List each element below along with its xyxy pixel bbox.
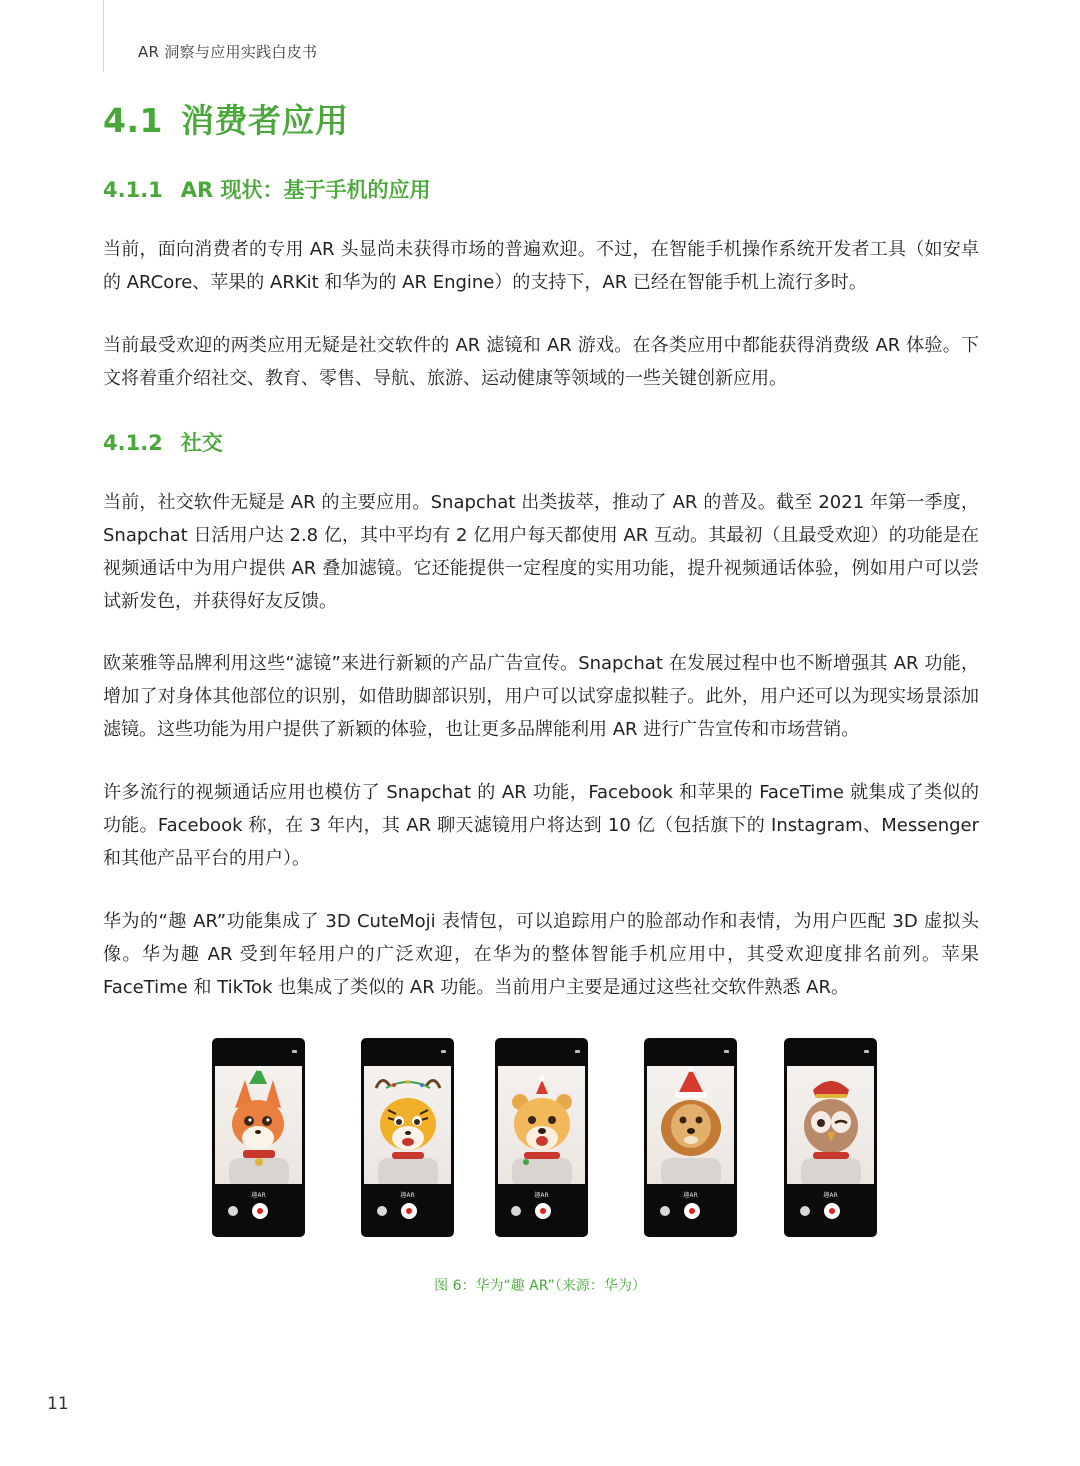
figure-phone-screenshots [0,1038,1080,1238]
record-button-icon [252,1203,268,1219]
lion-avatar-icon [647,1066,734,1184]
phone-screenshot [212,1038,305,1237]
running-header: AR 洞察与应用实践白皮书 [138,43,318,61]
fox-avatar-icon [215,1066,302,1184]
mode-label: 趣AR [534,1192,549,1199]
status-icon [575,1050,580,1053]
status-icon [724,1050,729,1053]
paragraph: 欧莱雅等品牌利用这些“滤镜”来进行新颖的产品广告宣传。Snapchat 在发展过程中也不断增强其 AR 功能，增加了对身体其他部位的识别，如借助脚部识别，用户可以试穿虚拟鞋子。此外，用户还可以为现实场景添加滤镜。这些功能为用户提供了新颖的体验，也让更多品牌能利用 AR 进行广告宣传和市场营销。 [103,653,979,740]
record-button-icon [684,1203,700,1219]
mode-label: 趣AR [251,1192,266,1199]
gallery-thumbnail-icon [377,1206,387,1216]
section-title: 消费者应用 [180,101,349,140]
avatar-preview [215,1066,302,1184]
gallery-thumbnail-icon [228,1206,238,1216]
avatar-preview [498,1066,585,1184]
gallery-thumbnail-icon [660,1206,670,1216]
owl-avatar-icon [787,1066,874,1184]
paragraph: 许多流行的视频通话应用也模仿了 Snapchat 的 AR 功能，Facebook 和苹果的 FaceTime 就集成了类似的功能。Facebook 称，在 3 年内，其 AR 聊天滤镜用户将达到 10 亿（包括旗下的 Instagram、Messenger 和其他产品平台的用户）。 [103,782,979,869]
page-number: 11 [47,1394,69,1414]
phone-screenshot [784,1038,877,1237]
status-icon [864,1050,869,1053]
paragraph: 当前，面向消费者的专用 AR 头显尚未获得市场的普遍欢迎。不过，在智能手机操作系统开发者工具（如安卓的 ARCore、苹果的 ARKit 和华为的 AR Engine）的支持下，AR 已经在智能手机上流行多时。 [103,239,979,293]
subsection-title: AR 现状：基于手机的应用 [180,178,431,202]
section-number: 4.1 [103,101,163,140]
subsection-number: 4.1.2 [103,431,163,455]
phone-screenshot [495,1038,588,1237]
figure-caption: 图 6：华为“趣 AR”（来源：华为） [434,1278,646,1294]
mode-label: 趣AR [400,1192,415,1199]
record-button-icon [535,1203,551,1219]
header-divider [103,0,104,72]
record-button-icon [401,1203,417,1219]
gallery-thumbnail-icon [511,1206,521,1216]
paragraph: 华为的“趣 AR”功能集成了 3D CuteMoji 表情包，可以追踪用户的脸部动作和表情，为用户匹配 3D 虚拟头像。华为趣 AR 受到年轻用户的广泛欢迎，在华为的整体智能手机应用中，其受欢迎度排名前列。苹果 FaceTime 和 TikTok 也集成了类似的 AR 功能。当前用户主要是通过这些社交软件熟悉 AR。 [103,911,979,998]
mode-label: 趣AR [683,1192,698,1199]
subsection-number: 4.1.1 [103,178,163,202]
tiger-avatar-icon [364,1066,451,1184]
avatar-preview [364,1066,451,1184]
status-icon [441,1050,446,1053]
phone-screenshot [644,1038,737,1237]
subsection-heading-social [103,427,223,457]
record-button-icon [824,1203,840,1219]
paragraph: 当前最受欢迎的两类应用无疑是社交软件的 AR 滤镜和 AR 游戏。在各类应用中都能获得消费级 AR 体验。下文将着重介绍社交、教育、零售、导航、旅游、运动健康等领域的一些关键创新应用。 [103,335,979,389]
section-heading [103,95,348,142]
gallery-thumbnail-icon [800,1206,810,1216]
paragraph: 当前，社交软件无疑是 AR 的主要应用。Snapchat 出类拔萃，推动了 AR 的普及。截至 2021 年第一季度，Snapchat 日活用户达 2.8 亿，其中平均有 2 亿用户每天都使用 AR 互动。其最初（且最受欢迎）的功能是在视频通话中为用户提供 AR 叠加滤镜。它还能提供一定程度的实用功能，提升视频通话体验，例如用户可以尝试新发色，并获得好友反馈。 [103,492,979,612]
status-icon [292,1050,297,1053]
mode-label: 趣AR [823,1192,838,1199]
phone-screenshot [361,1038,454,1237]
subsection-title: 社交 [180,431,223,455]
avatar-preview [647,1066,734,1184]
avatar-preview [787,1066,874,1184]
subsection-heading-ar-status [103,174,431,204]
bear-avatar-icon [498,1066,585,1184]
